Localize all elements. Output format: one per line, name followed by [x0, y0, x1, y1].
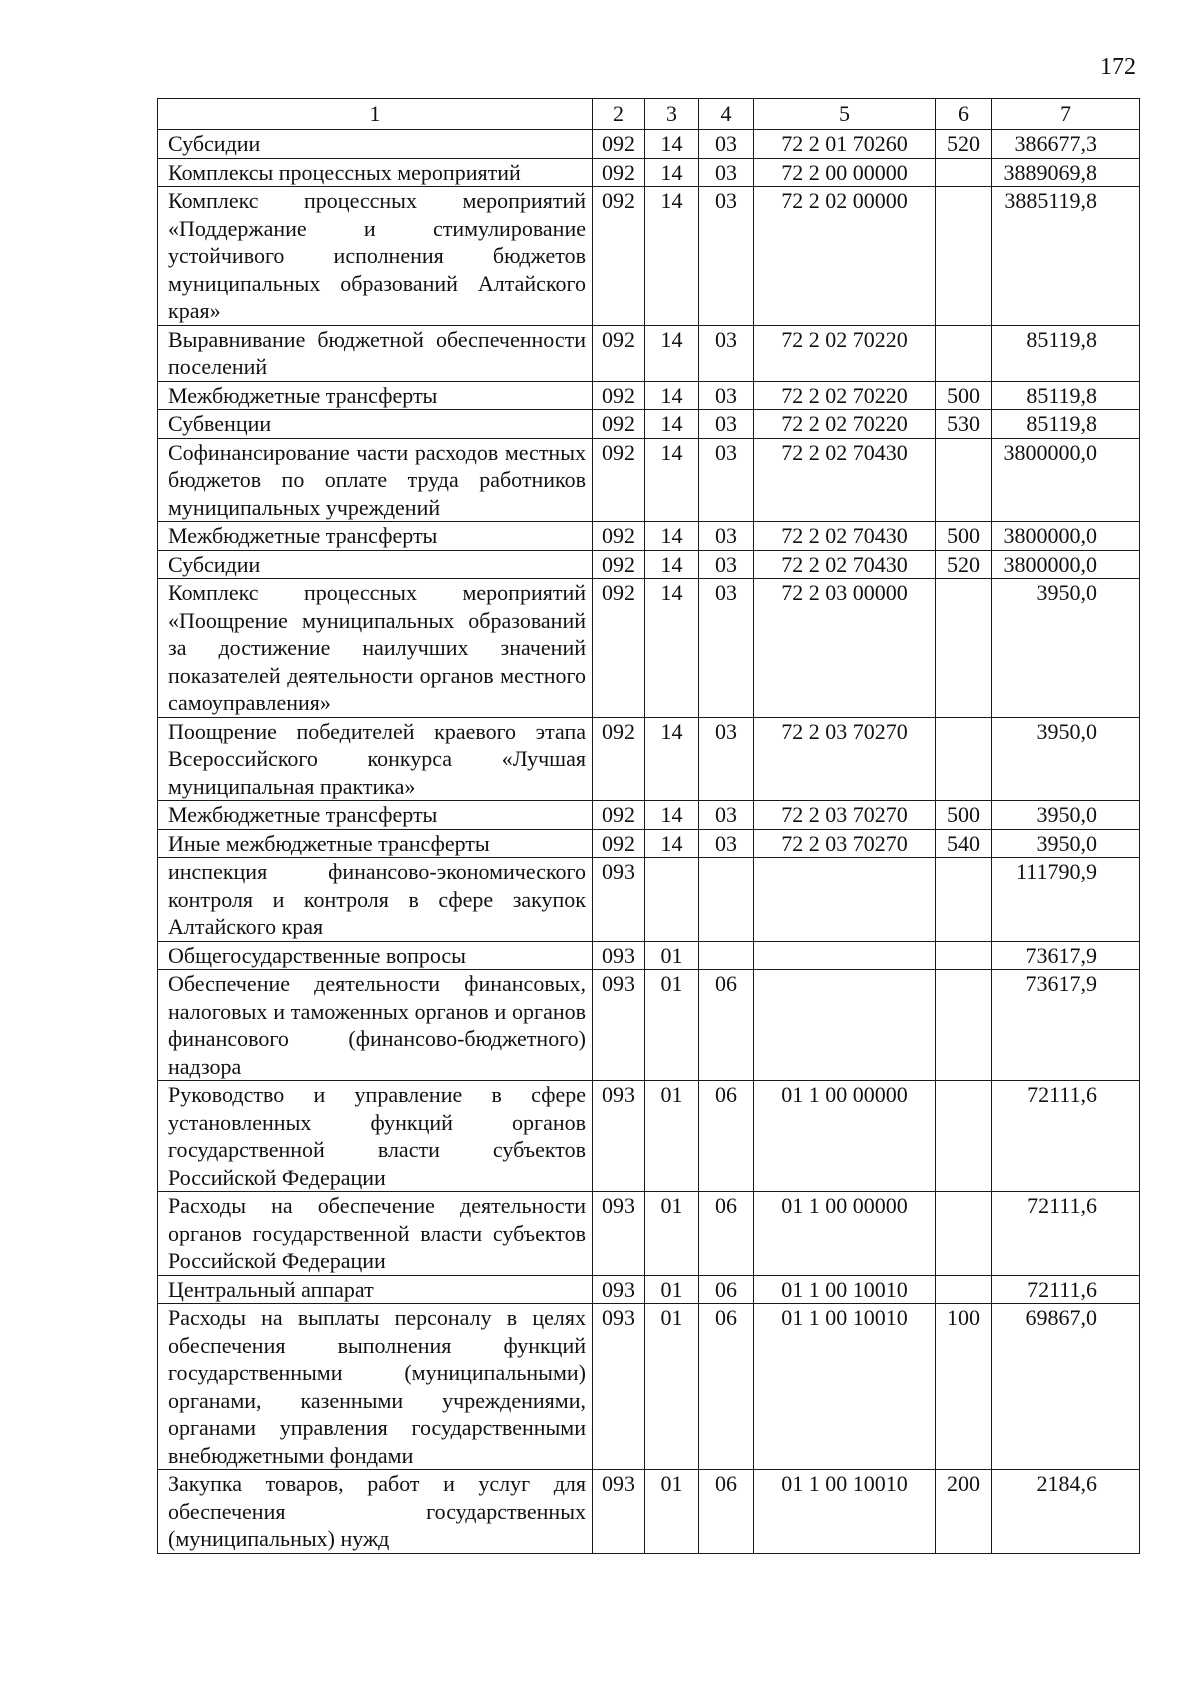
amount-cell: 2184,6 — [992, 1470, 1140, 1554]
target-article-cell: 72 2 00 00000 — [754, 158, 936, 187]
row-name-cell: Софинансирование части расходов местных бюджетов по оплате труда работников муниципальных учреждений — [158, 438, 593, 522]
table-row — [158, 187, 1140, 326]
expense-type-cell — [936, 941, 992, 970]
amount-cell: 3950,0 — [992, 801, 1140, 830]
code-cell: 092 — [593, 579, 645, 718]
amount-cell: 85119,8 — [992, 381, 1140, 410]
subsection-cell: 03 — [699, 550, 754, 579]
target-article-cell: 72 2 03 00000 — [754, 579, 936, 718]
expense-type-cell: 540 — [936, 829, 992, 858]
table-row — [158, 438, 1140, 522]
target-article-cell: 72 2 02 70220 — [754, 410, 936, 439]
table-row — [158, 941, 1140, 970]
table-row — [158, 381, 1140, 410]
code-cell: 092 — [593, 717, 645, 801]
section-cell: 14 — [645, 325, 699, 381]
section-cell: 14 — [645, 579, 699, 718]
subsection-cell: 03 — [699, 522, 754, 551]
code-cell: 093 — [593, 858, 645, 942]
code-cell: 093 — [593, 1304, 645, 1470]
row-name-cell: Субсидии — [158, 130, 593, 159]
section-cell: 14 — [645, 410, 699, 439]
section-cell: 01 — [645, 970, 699, 1081]
expense-type-cell: 100 — [936, 1304, 992, 1470]
table-body — [158, 130, 1140, 1554]
target-article-cell: 01 1 00 10010 — [754, 1304, 936, 1470]
code-cell: 092 — [593, 522, 645, 551]
row-name-cell: Расходы на выплаты персоналу в целях обеспечения выполнения функций государственными (муниципальными) органами, казенными учреждениями, органами управления государственными внебюджетными фондами — [158, 1304, 593, 1470]
table-row — [158, 970, 1140, 1081]
expense-type-cell: 500 — [936, 522, 992, 551]
table-row — [158, 579, 1140, 718]
code-cell: 093 — [593, 1470, 645, 1554]
header-cell: 7 — [992, 99, 1140, 130]
expense-type-cell: 520 — [936, 130, 992, 159]
code-cell: 092 — [593, 130, 645, 159]
row-name-cell: Расходы на обеспечение деятельности органов государственной власти субъектов Российской Федерации — [158, 1192, 593, 1276]
amount-cell: 85119,8 — [992, 325, 1140, 381]
code-cell: 093 — [593, 1081, 645, 1192]
expense-type-cell — [936, 325, 992, 381]
table-row — [158, 829, 1140, 858]
header-cell: 2 — [593, 99, 645, 130]
expense-type-cell: 530 — [936, 410, 992, 439]
table-row — [158, 858, 1140, 942]
table-row — [158, 130, 1140, 159]
code-cell: 092 — [593, 381, 645, 410]
table-row — [158, 522, 1140, 551]
code-cell: 092 — [593, 829, 645, 858]
subsection-cell: 03 — [699, 130, 754, 159]
subsection-cell: 03 — [699, 829, 754, 858]
header-cell: 4 — [699, 99, 754, 130]
target-article-cell: 72 2 03 70270 — [754, 829, 936, 858]
header-cell: 1 — [158, 99, 593, 130]
expense-type-cell: 500 — [936, 381, 992, 410]
row-name-cell: Субсидии — [158, 550, 593, 579]
section-cell: 01 — [645, 1275, 699, 1304]
section-cell: 14 — [645, 717, 699, 801]
target-article-cell: 72 2 02 70430 — [754, 438, 936, 522]
table-row — [158, 410, 1140, 439]
table-row — [158, 158, 1140, 187]
expense-type-cell — [936, 717, 992, 801]
amount-cell: 3800000,0 — [992, 550, 1140, 579]
subsection-cell: 03 — [699, 158, 754, 187]
section-cell: 14 — [645, 381, 699, 410]
header-cell: 3 — [645, 99, 699, 130]
amount-cell: 72111,6 — [992, 1275, 1140, 1304]
header-row — [158, 99, 1140, 130]
expense-type-cell — [936, 158, 992, 187]
amount-cell: 72111,6 — [992, 1192, 1140, 1276]
subsection-cell: 03 — [699, 381, 754, 410]
section-cell: 01 — [645, 1192, 699, 1276]
expense-type-cell: 200 — [936, 1470, 992, 1554]
header-cell: 5 — [754, 99, 936, 130]
subsection-cell: 03 — [699, 410, 754, 439]
subsection-cell — [699, 858, 754, 942]
subsection-cell: 03 — [699, 801, 754, 830]
amount-cell: 85119,8 — [992, 410, 1140, 439]
amount-cell: 3950,0 — [992, 579, 1140, 718]
expense-type-cell — [936, 1081, 992, 1192]
table-row — [158, 1304, 1140, 1470]
expense-type-cell — [936, 579, 992, 718]
target-article-cell: 72 2 03 70270 — [754, 801, 936, 830]
table-row — [158, 550, 1140, 579]
header-cell: 6 — [936, 99, 992, 130]
row-name-cell: Межбюджетные трансферты — [158, 381, 593, 410]
code-cell: 092 — [593, 410, 645, 439]
amount-cell: 73617,9 — [992, 941, 1140, 970]
amount-cell: 3950,0 — [992, 717, 1140, 801]
page-number: 172 — [1100, 54, 1136, 80]
section-cell — [645, 858, 699, 942]
code-cell: 093 — [593, 1275, 645, 1304]
subsection-cell: 06 — [699, 970, 754, 1081]
subsection-cell: 06 — [699, 1275, 754, 1304]
target-article-cell — [754, 970, 936, 1081]
row-name-cell: Субвенции — [158, 410, 593, 439]
amount-cell: 3889069,8 — [992, 158, 1140, 187]
budget-table — [157, 98, 1140, 1554]
row-name-cell: Межбюджетные трансферты — [158, 522, 593, 551]
amount-cell: 111790,9 — [992, 858, 1140, 942]
section-cell: 14 — [645, 438, 699, 522]
row-name-cell: Комплексы процессных мероприятий — [158, 158, 593, 187]
code-cell: 093 — [593, 941, 645, 970]
section-cell: 14 — [645, 550, 699, 579]
row-name-cell: Общегосударственные вопросы — [158, 941, 593, 970]
section-cell: 14 — [645, 829, 699, 858]
target-article-cell — [754, 858, 936, 942]
row-name-cell: Поощрение победителей краевого этапа Всероссийского конкурса «Лучшая муниципальная практика» — [158, 717, 593, 801]
table-row — [158, 717, 1140, 801]
subsection-cell: 06 — [699, 1192, 754, 1276]
table-row — [158, 1192, 1140, 1276]
subsection-cell: 03 — [699, 438, 754, 522]
code-cell: 092 — [593, 158, 645, 187]
target-article-cell: 72 2 02 70220 — [754, 381, 936, 410]
section-cell: 14 — [645, 522, 699, 551]
table-row — [158, 1470, 1140, 1554]
subsection-cell: 06 — [699, 1304, 754, 1470]
target-article-cell: 72 2 03 70270 — [754, 717, 936, 801]
section-cell: 01 — [645, 1470, 699, 1554]
row-name-cell: инспекция финансово-экономического контроля и контроля в сфере закупок Алтайского края — [158, 858, 593, 942]
table-row — [158, 801, 1140, 830]
section-cell: 14 — [645, 801, 699, 830]
subsection-cell: 03 — [699, 187, 754, 326]
target-article-cell — [754, 941, 936, 970]
code-cell: 093 — [593, 1192, 645, 1276]
target-article-cell: 01 1 00 00000 — [754, 1081, 936, 1192]
target-article-cell: 01 1 00 00000 — [754, 1192, 936, 1276]
row-name-cell: Межбюджетные трансферты — [158, 801, 593, 830]
row-name-cell: Обеспечение деятельности финансовых, налоговых и таможенных органов и органов финансового (финансово-бюджетного) надзора — [158, 970, 593, 1081]
subsection-cell: 06 — [699, 1470, 754, 1554]
expense-type-cell — [936, 858, 992, 942]
row-name-cell: Иные межбюджетные трансферты — [158, 829, 593, 858]
amount-cell: 3800000,0 — [992, 438, 1140, 522]
subsection-cell: 03 — [699, 579, 754, 718]
expense-type-cell — [936, 970, 992, 1081]
section-cell: 14 — [645, 130, 699, 159]
amount-cell: 72111,6 — [992, 1081, 1140, 1192]
code-cell: 092 — [593, 550, 645, 579]
target-article-cell: 72 2 02 70220 — [754, 325, 936, 381]
target-article-cell: 01 1 00 10010 — [754, 1470, 936, 1554]
expense-type-cell — [936, 1192, 992, 1276]
amount-cell: 3950,0 — [992, 829, 1140, 858]
amount-cell: 69867,0 — [992, 1304, 1140, 1470]
subsection-cell: 03 — [699, 325, 754, 381]
subsection-cell — [699, 941, 754, 970]
expense-type-cell: 500 — [936, 801, 992, 830]
row-name-cell: Комплекс процессных мероприятий «Поддержание и стимулирование устойчивого исполнения бюджетов муниципальных образований Алтайского края» — [158, 187, 593, 326]
amount-cell: 73617,9 — [992, 970, 1140, 1081]
subsection-cell: 06 — [699, 1081, 754, 1192]
section-cell: 14 — [645, 187, 699, 326]
section-cell: 01 — [645, 1081, 699, 1192]
target-article-cell: 72 2 02 70430 — [754, 550, 936, 579]
target-article-cell: 72 2 01 70260 — [754, 130, 936, 159]
row-name-cell: Выравнивание бюджетной обеспеченности поселений — [158, 325, 593, 381]
expense-type-cell — [936, 438, 992, 522]
amount-cell: 3885119,8 — [992, 187, 1140, 326]
expense-type-cell — [936, 1275, 992, 1304]
code-cell: 092 — [593, 325, 645, 381]
code-cell: 092 — [593, 801, 645, 830]
target-article-cell: 72 2 02 00000 — [754, 187, 936, 326]
target-article-cell: 72 2 02 70430 — [754, 522, 936, 551]
code-cell: 093 — [593, 970, 645, 1081]
expense-type-cell: 520 — [936, 550, 992, 579]
row-name-cell: Руководство и управление в сфере установленных функций органов государственной власти субъектов Российской Федерации — [158, 1081, 593, 1192]
row-name-cell: Центральный аппарат — [158, 1275, 593, 1304]
table-row — [158, 1081, 1140, 1192]
section-cell: 01 — [645, 941, 699, 970]
amount-cell: 3800000,0 — [992, 522, 1140, 551]
table-row — [158, 325, 1140, 381]
target-article-cell: 01 1 00 10010 — [754, 1275, 936, 1304]
code-cell: 092 — [593, 438, 645, 522]
row-name-cell: Комплекс процессных мероприятий «Поощрение муниципальных образований за достижение наилучших значений показателей деятельности органов местного самоуправления» — [158, 579, 593, 718]
section-cell: 01 — [645, 1304, 699, 1470]
expense-type-cell — [936, 187, 992, 326]
amount-cell: 386677,3 — [992, 130, 1140, 159]
section-cell: 14 — [645, 158, 699, 187]
row-name-cell: Закупка товаров, работ и услуг для обеспечения государственных (муниципальных) нужд — [158, 1470, 593, 1554]
code-cell: 092 — [593, 187, 645, 326]
table-row — [158, 1275, 1140, 1304]
subsection-cell: 03 — [699, 717, 754, 801]
